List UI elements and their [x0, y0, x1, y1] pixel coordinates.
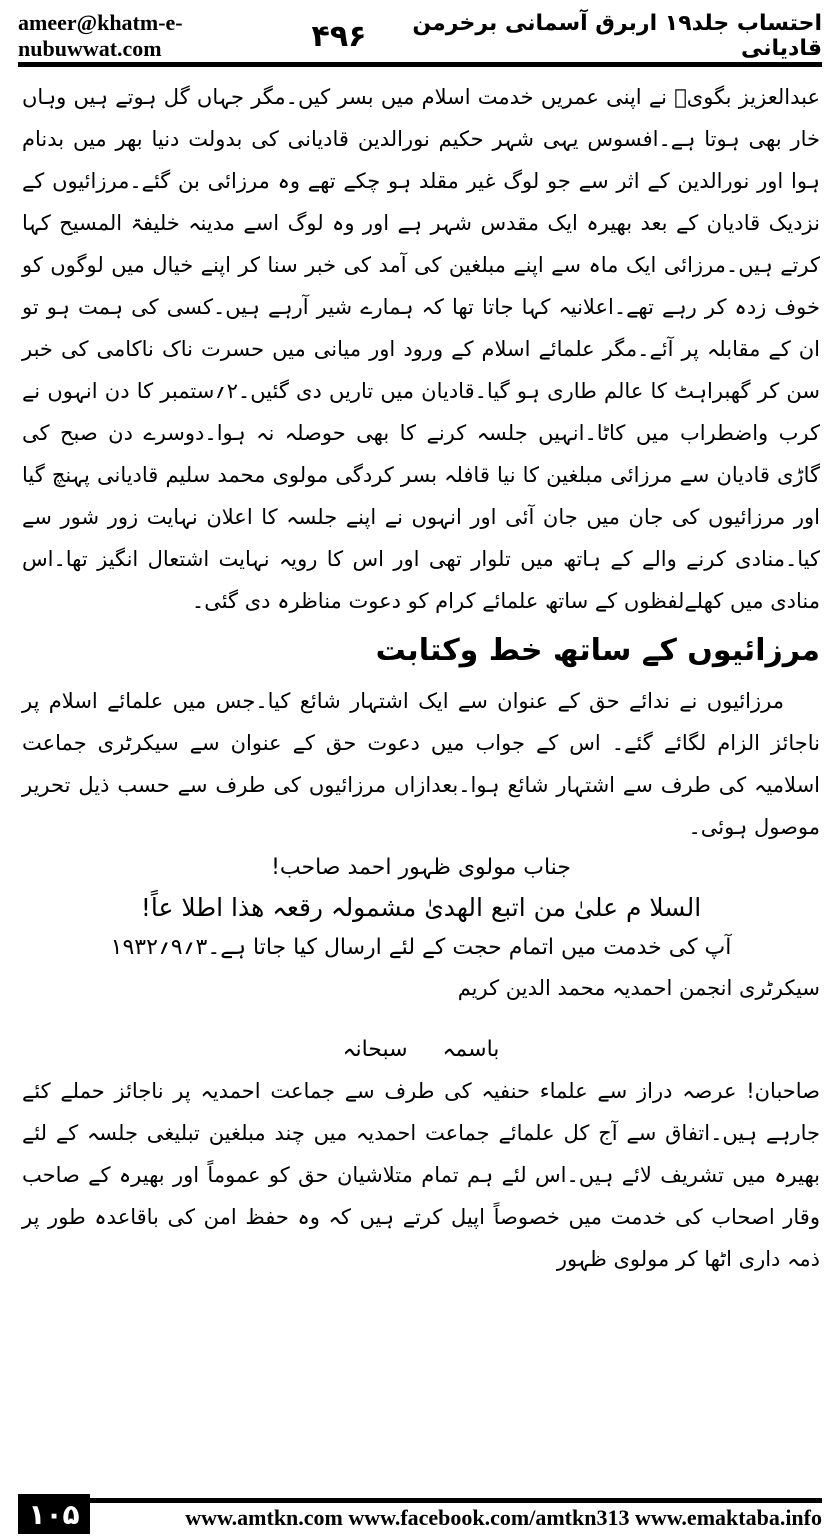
bismihi-line: باسمہ سبحانہ — [342, 1037, 500, 1062]
page-content — [22, 76, 820, 1280]
header-page-number: ۴۹۶ — [311, 18, 367, 54]
footer-links-block — [90, 1494, 822, 1534]
book-title: احتساب جلد۱۹ اربرق آسمانی برخرمن قادیانی — [412, 11, 822, 61]
body-paragraph-2: مرزائیوں نے ندائے حق کے عنوان سے ایک اشتہار شائع کیا۔جس میں علمائے اسلام پر ناجائز الزام لگائے گئے۔ اس کے جواب میں دعوت حق کے عنوان سے سیکرٹری جماعت اسلامیہ کی طرف سے اشتہار شائع ہوا۔بعدازاں مرزائیوں کی طرف سے حسب ذیل تحریر موصول ہوئی۔ — [22, 689, 820, 839]
body-paragraph-1: عبدالعزیز بگویؒ نے اپنی عمریں خدمت اسلام میں بسر کیں۔مگر جہاں گل ہوتے ہیں وہاں خار بھی ہوتا ہے۔افسوس یہی شہر حکیم نورالدین قادیانی کی بدولت دنیا بھر میں بدنام ہوا اور نورالدین کے اثر سے جو لوگ غیر مقلد ہو چکے تھے وہ مرزائی بن گئے۔مرزائیوں کے نزدیک قادیان کے بعد بھیرہ ایک مقدس شہر ہے اور وہ لوگ اسے مدینہ خلیفۃ المسیح کہا کرتے ہیں۔مرزائی ایک ماہ سے اپنے مبلغین کی آمد کی خبر سنا کر اپنے خیال میں لوگوں کو خوف زدہ کر رہے تھے۔اعلانیہ کہا جاتا تھا کہ ہمارے شیر آرہے ہیں۔کسی کی ہمت ہو تو ان کے مقابلہ پر آئے۔مگر علمائے اسلام کے ورود اور میانی میں حسرت ناک ناکامی کی خبر سن کر گھبراہٹ کا عالم طاری ہو گیا۔قادیان میں تاریں دی گئیں۔۲؍ستمبر کا دن انہوں نے کرب واضطراب میں کاٹا۔انہیں جلسہ کرنے کا بھی حوصلہ نہ ہوا۔دوسرے دن صبح کی گاڑی قادیان سے مرزائی مبلغین کا نیا قافلہ بسر کردگی مولوی محمد سلیم قادیانی پہنچ گیا اور مرزائیوں کی جان میں جان آئی اور انہوں نے اپنے جلسہ کا اعلان نہایت زور شور سے کیا۔منادی کرنے والے کے ہاتھ میں تلوار تھی اور اس کا رویہ نہایت اشتعال انگیز تھا۔اس منادی میں کھلےلفظوں کے ساتھ علمائے کرام کو دعوت مناظرہ دی گئی۔ — [22, 85, 820, 613]
letter-salam: السلا م علیٰ من اتبع الھدیٰ مشمولہ رقعہ ھذا اطلا عاً! — [140, 893, 702, 922]
page-footer — [18, 1494, 822, 1534]
section-heading: مرزائیوں کے ساتھ خط وکتابت — [375, 633, 820, 668]
footer-links: www.amtkn.com www.facebook.com/amtkn313 www.emaktaba.info — [185, 1505, 822, 1530]
body-paragraph-3: صاحبان! عرصہ دراز سے علماء حنفیہ کی طرف سے جماعت احمدیہ پر ناجائز حملے کئے جارہے ہیں۔اتفاق سے آج کل علمائے جماعت احمدیہ میں چند مبلغین تبلیغی جلسہ کے لئے بھیرہ میں تشریف لائے ہیں۔اس لئے ہم تمام متلاشیان حق کو عموماً اور بھیرہ کے صاحب وقار اصحاب کی خدمت میں خصوصاً اپیل کرتے ہیں کہ وہ حفظ امن کی باقاعدہ طور پر ذمہ داری اٹھا کر مولوی ظہور — [22, 1079, 820, 1271]
header-left — [18, 10, 366, 62]
header-email: ameer@khatm-e-nubuwwat.com — [18, 10, 183, 61]
letter-signature: سیکرٹری انجمن احمدیہ محمد الدین کریم — [457, 976, 820, 1000]
footer-page-number: ۱۰۵ — [18, 1494, 90, 1534]
letter-salutation: جناب مولوی ظہور احمد صاحب! — [271, 855, 571, 880]
page-header — [18, 10, 822, 61]
letter-note: آپ کی خدمت میں اتمام حجت کے لئے ارسال کیا جاتا ہے۔۳؍۹؍۱۹۳۲ — [110, 935, 732, 960]
header-rule — [18, 62, 822, 67]
